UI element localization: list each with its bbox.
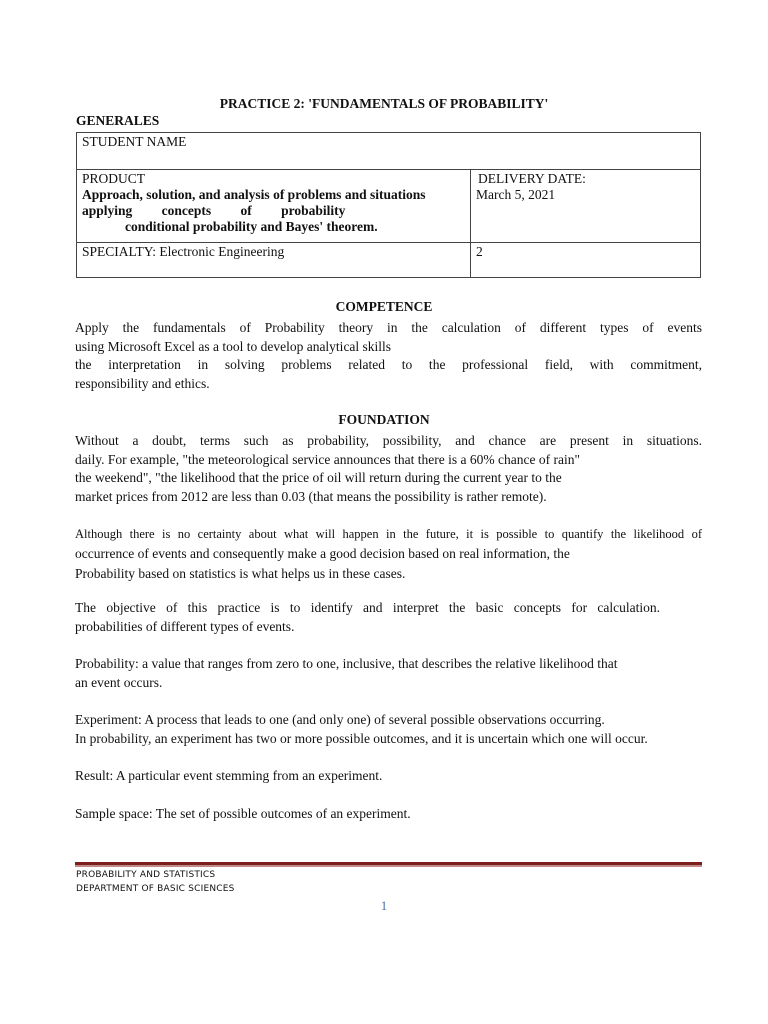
specialty-label: SPECIALTY: Electronic Engineering [82, 244, 285, 259]
foundation-p2-line-3: Probability based on statistics is what helps us in these cases. [75, 566, 406, 581]
delivery-date-value: March 5, 2021 [476, 187, 556, 202]
competence-heading: COMPETENCE [335, 299, 433, 314]
result-definition: Result: A particular event stemming from an experiment. [75, 768, 383, 783]
foundation-p1-line-3: the weekend", "the likelihood that the price of oil will return during the current year to the [75, 470, 562, 485]
foundation-p4-line-1: Probability: a value that ranges from zero to one, inclusive, that describes the relative likelihood that [75, 656, 618, 671]
student-name-label: STUDENT NAME [82, 134, 187, 149]
footer-course: PROBABILITY AND STATISTICS [76, 870, 216, 880]
page-number: 1 [380, 898, 388, 913]
delivery-date-cell [471, 170, 701, 243]
product-line-2: applying concepts of probability [82, 203, 346, 218]
competence-line-1: Apply the fundamentals of Probability theory in the calculation of different types of events [75, 320, 702, 335]
competence-line-3: the interpretation in solving problems related to the professional field, with commitment, [75, 357, 702, 372]
foundation-paragraph-2 [75, 524, 702, 584]
delivery-date-label: DELIVERY DATE: [478, 171, 586, 186]
table-row [77, 170, 701, 243]
document-title: PRACTICE 2: 'FUNDAMENTALS OF PROBABILITY' [219, 96, 549, 111]
product-line-1: Approach, solution, and analysis of problems and situations [82, 187, 426, 202]
foundation-paragraph-5 [75, 711, 702, 748]
footer-rule [75, 862, 702, 865]
foundation-p2-line-2: occurrence of events and consequently make a good decision based on real information, the [75, 546, 570, 561]
foundation-p5-line-2: In probability, an experiment has two or more possible outcomes, and it is uncertain which one will occur. [75, 730, 648, 746]
foundation-p1-line-1: Without a doubt, terms such as probability, possibility, and chance are present in situations. [75, 433, 702, 448]
foundation-paragraph-6 [75, 767, 702, 786]
foundation-p1-line-4: market prices from 2012 are less than 0.03 (that means the possibility is rather remote). [75, 488, 547, 504]
foundation-paragraph-1 [75, 432, 702, 506]
table-row [77, 243, 701, 278]
competence-line-4: responsibility and ethics. [75, 375, 210, 391]
product-cell [77, 170, 471, 243]
table-row [77, 133, 701, 170]
competence-text [75, 319, 702, 393]
generales-label: GENERALES [76, 113, 160, 128]
sample-space-definition: Sample space: The set of possible outcomes of an experiment. [75, 806, 411, 821]
foundation-paragraph-7 [75, 805, 702, 824]
foundation-p3-line-1: The objective of this practice is to identify and interpret the basic concepts for calculation. [75, 600, 660, 615]
foundation-paragraph-4 [75, 655, 702, 692]
foundation-p3-line-2: probabilities of different types of events. [75, 618, 295, 634]
footer-department: DEPARTMENT OF BASIC SCIENCES [76, 884, 235, 894]
info-table [76, 132, 701, 278]
foundation-p4-line-2: an event occurs. [75, 674, 163, 690]
foundation-heading: FOUNDATION [338, 412, 430, 427]
specialty-value: 2 [476, 244, 483, 259]
foundation-p5-line-1: Experiment: A process that leads to one (and only one) of several possible observations occurring. [75, 712, 605, 727]
foundation-paragraph-3 [75, 599, 702, 636]
specialty-cell [77, 243, 471, 278]
product-line-3: conditional probability and Bayes' theorem. [125, 219, 378, 234]
specialty-value-cell [471, 243, 701, 278]
competence-line-2: using Microsoft Excel as a tool to develop analytical skills [75, 338, 392, 354]
student-name-cell [77, 133, 701, 170]
foundation-p2-line-1: Although there is no certainty about what will happen in the future, it is possible to quantify the likelihood of [75, 527, 702, 541]
product-label: PRODUCT [82, 171, 146, 186]
foundation-p1-line-2: daily. For example, "the meteorological service announces that there is a 60% chance of rain" [75, 451, 580, 467]
